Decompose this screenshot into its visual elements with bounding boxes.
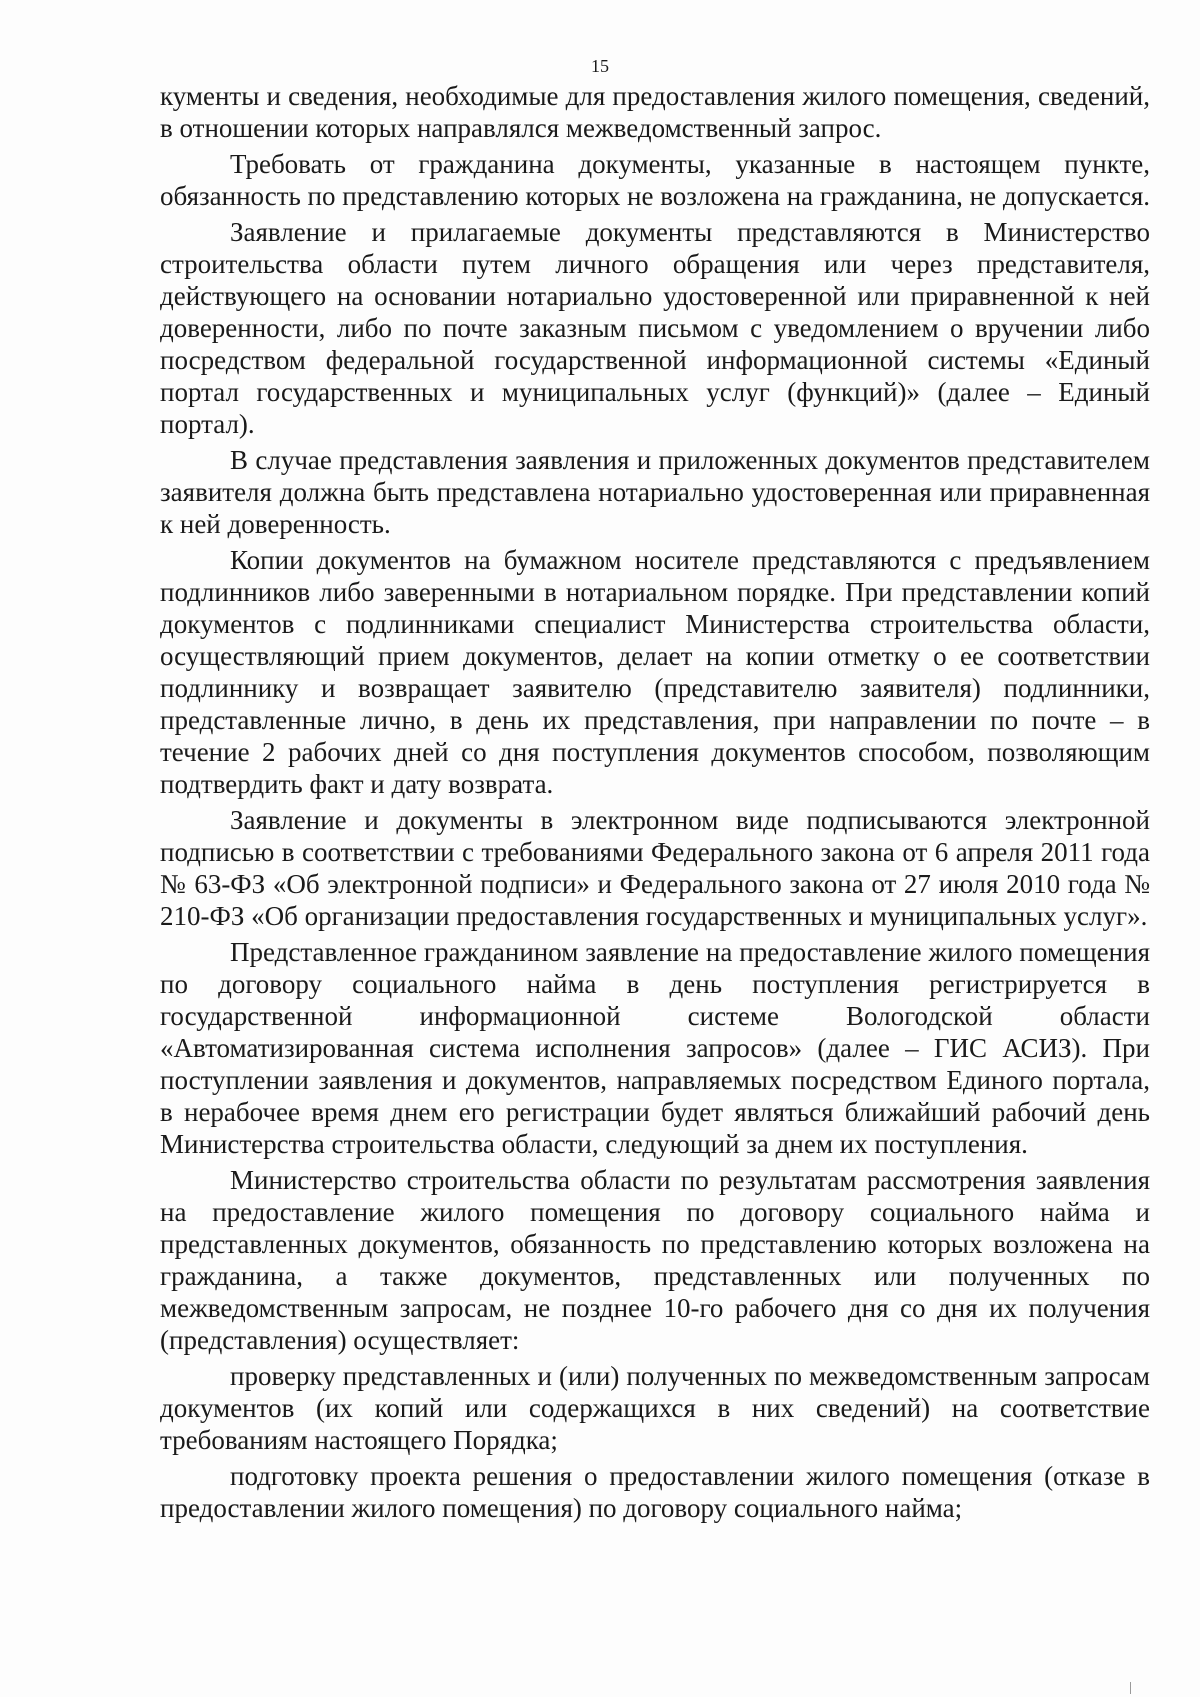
paragraph: Заявление и прилагаемые документы представляются в Министерство строительства области путем личного обращения или через представителя, действующего на основании нотариально удостоверенной или приравненной к ней доверенности, либо по почте заказным письмом с уведомлением о вручении либо посредством федеральной государственной информационной системы «Единый портал государственных и муниципальных услуг (функций)» (далее – Единый портал).: [160, 217, 1150, 439]
scan-edge-mark: [1130, 1682, 1131, 1694]
document-body: [160, 80, 1150, 1528]
paragraph: Представленное гражданином заявление на предоставление жилого помещения по договору социального найма в день поступления регистрируется в государственной информационной системе Вологодской области «Автоматизированная система исполнения запросов» (далее – ГИС АСИЗ). При поступлении заявления и документов, направляемых посредством Единого портала, в нерабочее время днем его регистрации будет являться ближайший рабочий день Министерства строительства области, следующий за днем их поступления.: [160, 937, 1150, 1159]
paragraph: Копии документов на бумажном носителе представляются с предъявлением подлинников либо заверенными в нотариальном порядке. При представлении копий документов с подлинниками специалист Министерства строительства области, осуществляющий прием документов, делает на копии отметку о ее соответствии подлиннику и возвращает заявителю (представителю заявителя) подлинники, представленные лично, в день их представления, при направлении по почте – в течение 2 рабочих дней со дня поступления документов способом, позволяющим подтвердить факт и дату возврата.: [160, 545, 1150, 799]
paragraph: Заявление и документы в электронном виде подписываются электронной подписью в соответствии с требованиями Федерального закона от 6 апреля 2011 года № 63-ФЗ «Об электронной подписи» и Федерального закона от 27 июля 2010 года № 210-ФЗ «Об организации предоставления государственных и муниципальных услуг».: [160, 805, 1150, 931]
paragraph: Требовать от гражданина документы, указанные в настоящем пункте, обязанность по представлению которых не возложена на гражданина, не допускается.: [160, 149, 1150, 211]
paragraph: подготовку проекта решения о предоставлении жилого помещения (отказе в предоставлении жилого помещения) по договору социального найма;: [160, 1461, 1150, 1523]
paragraph: Министерство строительства области по результатам рассмотрения заявления на предоставление жилого помещения по договору социального найма и представленных документов, обязанность по представлению которых возложена на гражданина, а также документов, представленных или полученных по межведомственным запросам, не позднее 10-го рабочего дня со дня их получения (представления) осуществляет:: [160, 1165, 1150, 1355]
page-number: 15: [591, 56, 609, 76]
paragraph: В случае представления заявления и приложенных документов представителем заявителя должна быть представлена нотариально удостоверенная или приравненная к ней доверенность.: [160, 445, 1150, 539]
paragraph: кументы и сведения, необходимые для предоставления жилого помещения, сведений, в отношении которых направлялся межведомственный запрос.: [160, 81, 1150, 143]
paragraph: проверку представленных и (или) полученных по межведомственным запросам документов (их копий или содержащихся в них сведений) на соответствие требованиям настоящего Порядка;: [160, 1361, 1150, 1455]
